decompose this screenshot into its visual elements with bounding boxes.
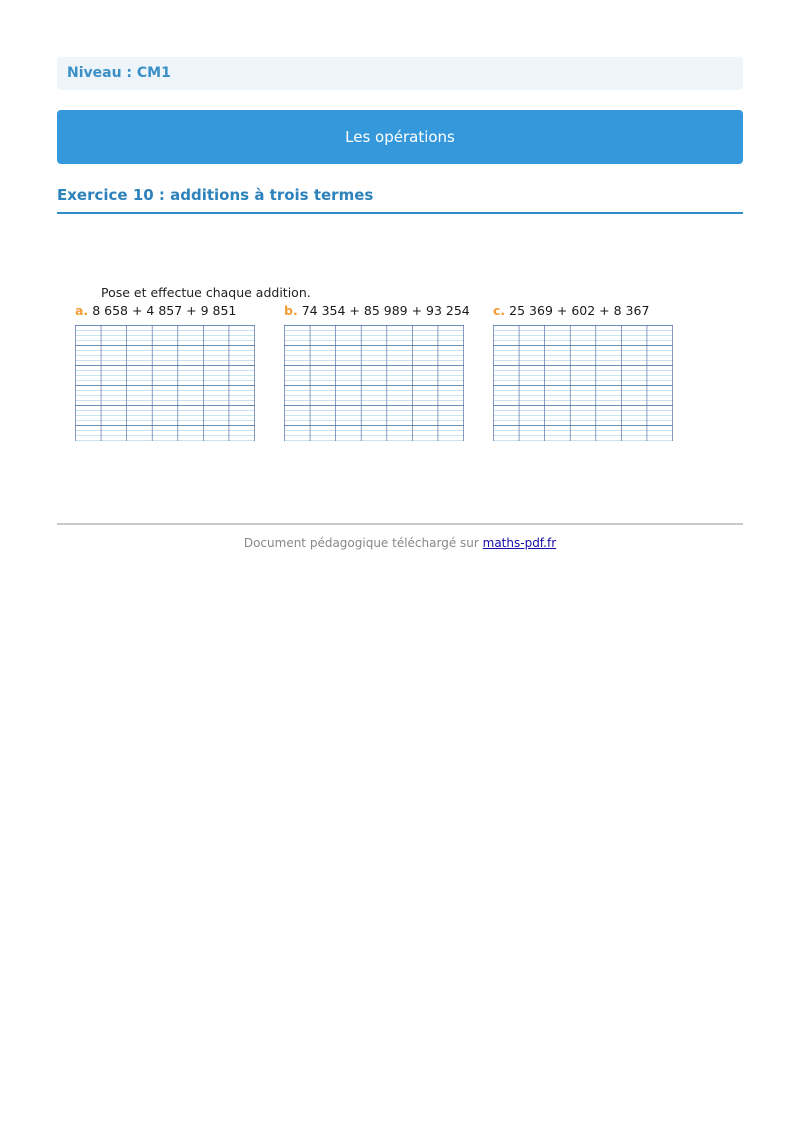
problem-expression: 74 354 + 85 989 + 93 254 <box>301 303 470 318</box>
footer-divider <box>57 523 743 525</box>
footer <box>0 536 800 550</box>
problem-letter: c. <box>493 303 506 318</box>
problem-b-label <box>284 303 470 318</box>
answer-grid[interactable] <box>75 325 255 441</box>
answer-grid[interactable] <box>284 325 464 441</box>
footer-link[interactable]: maths-pdf.fr <box>482 536 557 550</box>
problem-expression: 25 369 + 602 + 8 367 <box>509 303 650 318</box>
problem-a-label <box>75 303 236 318</box>
footer-text: Document pédagogique téléchargé sur <box>243 536 483 550</box>
page-title-banner: Les opérations <box>57 110 743 164</box>
title-divider <box>57 212 743 214</box>
problem-letter: a. <box>75 303 89 318</box>
answer-grid[interactable] <box>493 325 673 441</box>
problem-letter: b. <box>284 303 298 318</box>
instruction-text: Pose et effectue chaque addition. <box>101 285 311 300</box>
problem-c-label <box>493 303 649 318</box>
level-label: Niveau : CM1 <box>57 57 743 90</box>
exercise-title: Exercice 10 : additions à trois termes <box>57 186 374 204</box>
problem-expression: 8 658 + 4 857 + 9 851 <box>92 303 237 318</box>
